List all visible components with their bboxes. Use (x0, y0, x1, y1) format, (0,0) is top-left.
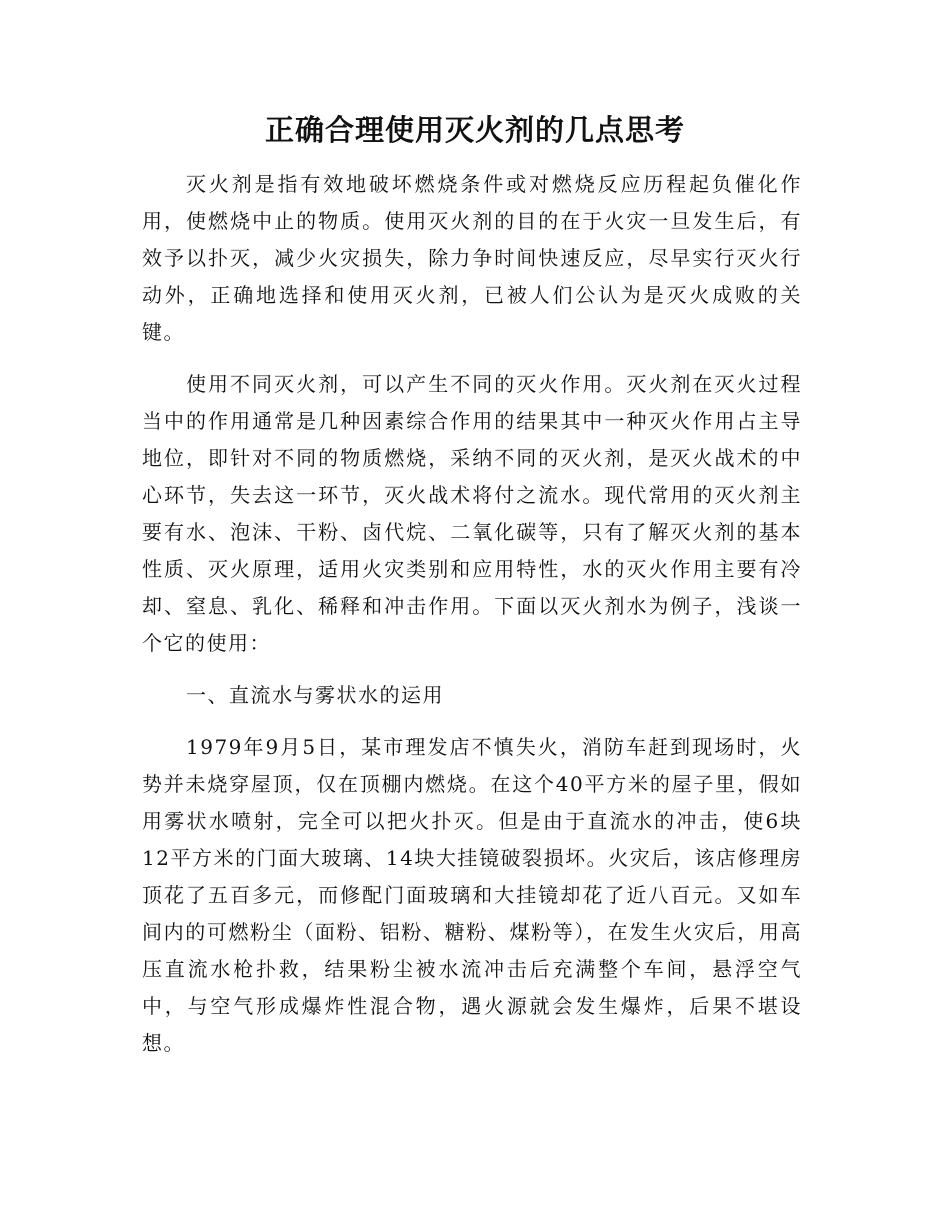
document-title: 正确合理使用灭火剂的几点思考 (264, 113, 685, 147)
paragraph-definition: 灭火剂是指有效地破坏燃烧条件或对燃烧反应历程起负催化作用，使燃烧中止的物质。使用灭火剂的目的在于火灾一旦发生后，有效予以扑灭，减少火灾损失，除力争时间快速反应，尽早实行灭火行动外，正确地选择和使用灭火剂，已被人们公认为是灭火成败的关键。 (142, 172, 802, 344)
paragraph-example: 1979年9月5日，某市理发店不慎失火，消防车赶到现场时，火势并未烧穿屋顶，仅在顶棚内燃烧。在这个40平方米的屋子里，假如用雾状水喷射，完全可以把火扑灭。但是由于直流水的冲击，使6块12平方米的门面大玻璃、14块大挂镜破裂损坏。火灾后，该店修理房顶花了五百多元，而修配门面玻璃和大挂镜却花了近八百元。又如车间内的可燃粉尘（面粉、铝粉、糖粉、煤粉等），在发生火灾后，用高压直流水枪扑救，结果粉尘被水流冲击后充满整个车间，悬浮空气中，与空气形成爆炸性混合物，遇火源就会发生爆炸，后果不堪设想。 (142, 735, 802, 1055)
section-heading: 一、直流水与雾状水的运用 (186, 683, 444, 707)
document-body (142, 166, 802, 1077)
paragraph-usage: 使用不同灭火剂，可以产生不同的灭火作用。灭火剂在灭火过程当中的作用通常是几种因素综合作用的结果其中一种灭火作用占主导地位，即针对不同的物质燃烧，采纳不同的灭火剂，是灭火战术的中心环节，失去这一环节，灭火战术将付之流水。现代常用的灭火剂主要有水、泡沫、干粉、卤代烷、二氧化碳等，只有了解灭火剂的基本性质、灭火原理，适用火灾类别和应用特性，水的灭火作用主要有冷却、窒息、乳化、稀释和冲击作用。下面以灭火剂水为例子，浅谈一个它的使用： (142, 372, 802, 655)
